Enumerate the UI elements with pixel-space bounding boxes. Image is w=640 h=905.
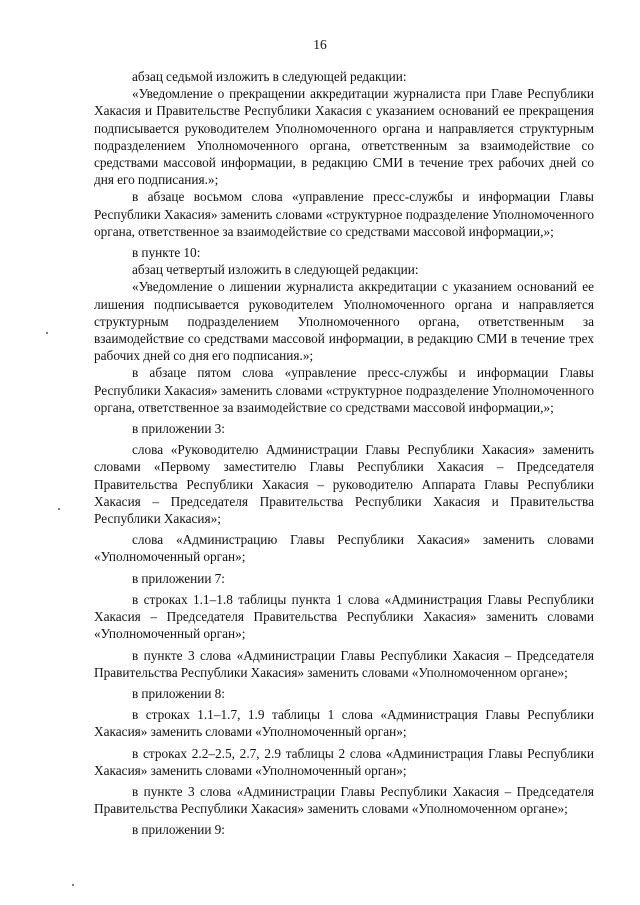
paragraph: абзац четвертый изложить в следующей редакции: (132, 262, 419, 278)
paragraph: в пункте 3 слова «Администрации Главы Республики Хакасия – Председателя Правительства Республики Хакасия» заменить словами «Уполномоченном органе»; (94, 647, 594, 680)
paragraph: «Уведомление о лишении журналиста аккредитации с указанием оснований ее лишения подписывается руководителем Уполномоченного органа и направляется структурным подразделением Уполномоченного органа, ответственным за взаимодействие со средствами массовой информации, в редакцию СМИ в течение трех рабочих дней со дня его подписания.»; (94, 279, 594, 364)
paragraph: в строках 1.1–1.7, 1.9 таблицы 1 слова «Администрация Главы Республики Хакасия» заменить словами «Уполномоченный орган»; (94, 707, 594, 740)
paragraph: в приложении 8: (132, 685, 225, 701)
paragraph: в пункте 3 слова «Администрации Главы Республики Хакасия – Председателя Правительства Республики Хакасия» заменить словами «Уполномоченном органе»; (94, 783, 594, 817)
paragraph: в абзаце восьмом слова «управление пресс-службы и информации Главы Республики Хакасия» заменить словами «структурное подразделение Уполномоченного органа, ответственное за взаимодействие со средствами массовой информации,»; (94, 189, 594, 239)
paragraph: в строках 2.2–2.5, 2.7, 2.9 таблицы 2 слова «Администрация Главы Республики Хакасия» заменить словами «Уполномоченный орган»; (94, 745, 594, 778)
paragraph: в приложении 9: (132, 822, 225, 838)
paragraph: в пункте 10: (132, 245, 201, 261)
paragraph: в абзаце пятом слова «управление пресс-службы и информации Главы Республики Хакасия» заменить словами «структурное подразделение Уполномоченного органа, ответственное за взаимодействие со средствами массовой информации,»; (94, 365, 594, 415)
paragraph: в приложении 7: (132, 570, 225, 586)
document-body (94, 68, 594, 839)
paragraph: «Уведомление о прекращении аккредитации журналиста при Главе Республики Хакасия и Правительстве Республики Хакасия с указанием оснований ее прекращения подписывается руководителем Уполномоченного органа и направляется структурным подразделением Уполномоченного органа, ответственным за взаимодействие со средствами массовой информации, в редакцию СМИ в течение трех рабочих дней со дня его подписания.»; (94, 86, 594, 188)
paragraph: в строках 1.1–1.8 таблицы пункта 1 слова «Администрация Главы Республики Хакасия – Председателя Правительства Республики Хакасия» заменить словами «Уполномоченный орган»; (94, 591, 594, 642)
paragraph: слова «Администрацию Главы Республики Хакасия» заменить словами «Уполномоченный орган»; (94, 532, 594, 565)
page-number: 16 (313, 37, 327, 52)
paragraph: абзац седьмой изложить в следующей редакции: (132, 69, 407, 84)
paragraph: слова «Руководителю Администрации Главы Республики Хакасия» заменить словами «Первому заместителю Главы Республики Хакасия – Председателя Правительства Республики Хакасия – руководителю Аппарата Главы Республики Хакасия – Председателя Правительства Республики Хакасия и Правительства Республики Хакасия»; (94, 442, 594, 527)
paragraph: в приложении 3: (132, 421, 225, 437)
scan-speck (58, 508, 60, 510)
scan-speck (46, 332, 48, 334)
scan-speck (72, 884, 74, 886)
